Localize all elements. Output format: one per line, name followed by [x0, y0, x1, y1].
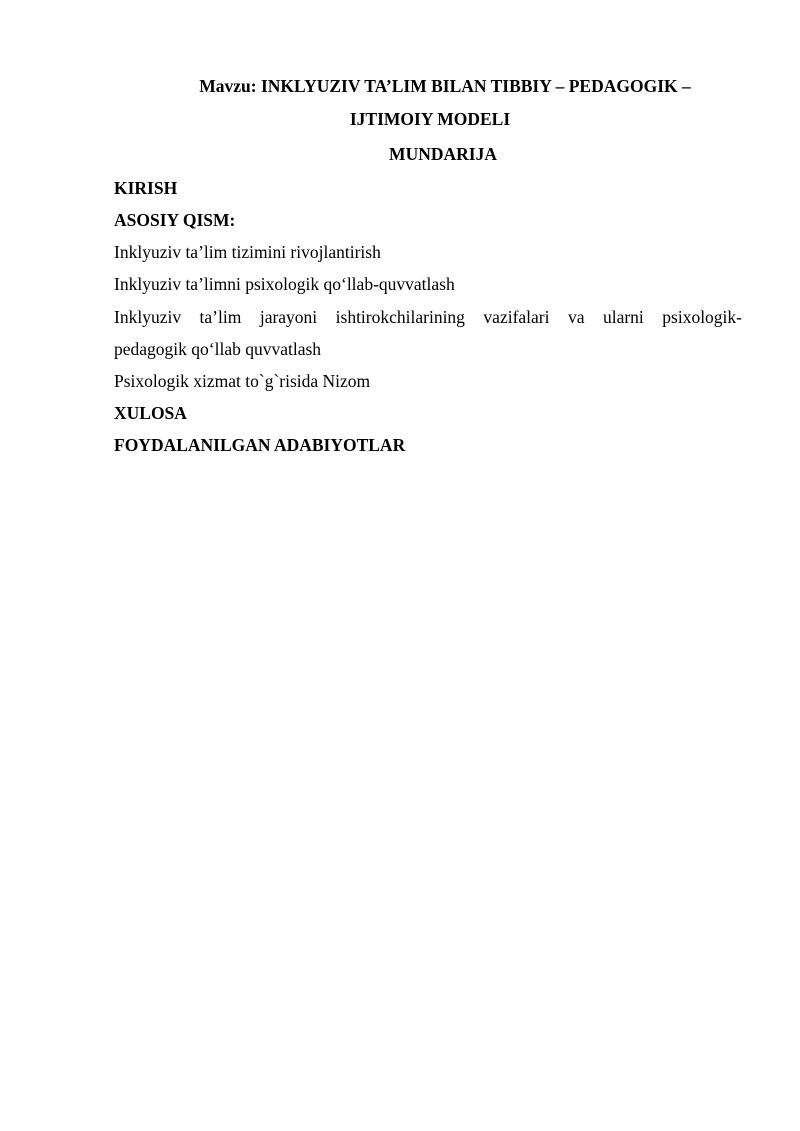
contents-item-xulosa: XULOSA — [114, 403, 187, 423]
contents-item-asosiy-qism: ASOSIY QISM: — [114, 210, 236, 230]
document-title-line-1: Mavzu: INKLYUZIV TA’LIM BILAN TIBBIY – PEDAGOGIK – — [199, 76, 691, 96]
contents-item-psixologik-qollab: Inklyuziv ta’limni psixologik qo‘llab-quvvatlash — [114, 274, 455, 294]
contents-item-tizimini-rivojlantirish: Inklyuziv ta’lim tizimini rivojlantirish — [114, 242, 381, 262]
contents-item-adabiyotlar: FOYDALANILGAN ADABIYOTLAR — [114, 435, 406, 455]
contents-item-vazifalari-line-2: pedagogik qo‘llab quvvatlash — [114, 339, 322, 359]
contents-item-kirish: KIRISH — [114, 178, 178, 198]
document-title-line-2: IJTIMOIY MODELI — [349, 109, 511, 129]
contents-heading: MUNDARIJA — [389, 144, 497, 164]
contents-item-vazifalari-line-1: Inklyuziv ta’lim jarayoni ishtirokchilarining vazifalari va ularni psixologik- — [114, 307, 742, 327]
contents-item-nizom: Psixologik xizmat to`g`risida Nizom — [114, 371, 371, 391]
